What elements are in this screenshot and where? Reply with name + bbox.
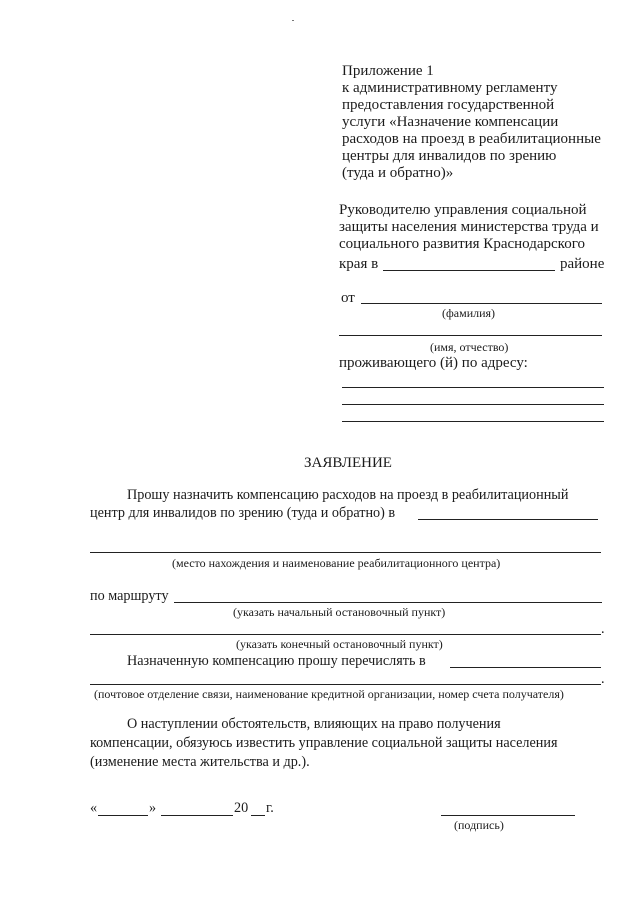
date-open-quote: «: [90, 800, 98, 816]
appendix-line: Приложение 1: [342, 63, 434, 79]
addressee-block: [339, 202, 599, 253]
document-title: ЗАЯВЛЕНИЕ: [304, 455, 392, 471]
transfer-field-short[interactable]: [450, 667, 601, 668]
appendix-line: (туда и обратно)»: [342, 165, 454, 181]
appendix-line: услуги «Назначение компенсации: [342, 114, 559, 130]
from-label: от: [341, 290, 355, 306]
route-label: по маршруту: [90, 588, 169, 604]
addressee-line: социального развития Краснодарского: [339, 236, 585, 252]
region-suffix: районе: [560, 256, 605, 272]
region-field[interactable]: [383, 270, 555, 271]
request-line-1: Прошу назначить компенсацию расходов на проезд в реабилитационный: [127, 487, 569, 503]
request-line-2: центр для инвалидов по зрению (туда и обратно) в: [90, 505, 396, 521]
appendix-line: расходов на проезд в реабилитационные: [342, 131, 601, 147]
scan-speck: [292, 20, 294, 21]
date-close-quote: »: [149, 800, 157, 816]
address-field-3[interactable]: [342, 421, 604, 422]
addressee-line: Руководителю управления социальной: [339, 202, 587, 218]
route-end-period: .: [601, 621, 605, 637]
date-month-field[interactable]: [161, 815, 233, 816]
date-year-field[interactable]: [251, 815, 265, 816]
bank-field-period: .: [601, 671, 605, 687]
date-day-field[interactable]: [98, 815, 148, 816]
addressee-line: защиты населения министерства труда и: [339, 219, 599, 235]
notice-line-2: компенсации, обязуюсь известить управление социальной защиты населения: [90, 735, 558, 751]
signature-field[interactable]: [441, 815, 575, 816]
appendix-block: [342, 63, 601, 182]
notice-line-3: (изменение места жительства и др.).: [90, 754, 310, 770]
date-year-prefix: 20: [234, 800, 249, 816]
appendix-line: предоставления государственной: [342, 97, 555, 113]
date-year-suffix: г.: [266, 800, 274, 816]
end-caption: (указать конечный остановочный пункт): [236, 637, 443, 651]
appendix-line: к административному регламенту: [342, 80, 558, 96]
notice-line-1: О наступлении обстоятельств, влияющих на право получения: [127, 716, 501, 732]
name-field[interactable]: [339, 335, 602, 336]
bank-caption: (почтовое отделение связи, наименование кредитной организации, номер счета получателя): [94, 687, 564, 701]
route-end-field[interactable]: [90, 634, 601, 635]
name-caption: (имя, отчество): [430, 340, 509, 354]
route-start-field[interactable]: [174, 602, 602, 603]
address-field-1[interactable]: [342, 387, 604, 388]
appendix-line: центры для инвалидов по зрению: [342, 148, 557, 164]
bank-field[interactable]: [90, 684, 601, 685]
center-field-short[interactable]: [418, 519, 598, 520]
signature-caption: (подпись): [454, 818, 504, 832]
address-field-2[interactable]: [342, 404, 604, 405]
center-field[interactable]: [90, 552, 601, 553]
center-caption: (место нахождения и наименование реабилитационного центра): [172, 556, 501, 570]
start-caption: (указать начальный остановочный пункт): [233, 605, 446, 619]
surname-caption: (фамилия): [442, 306, 496, 320]
region-prefix: края в: [339, 256, 379, 272]
surname-field[interactable]: [361, 303, 602, 304]
address-label: проживающего (й) по адресу:: [339, 355, 528, 371]
transfer-label: Назначенную компенсацию прошу перечислять в: [127, 653, 426, 669]
